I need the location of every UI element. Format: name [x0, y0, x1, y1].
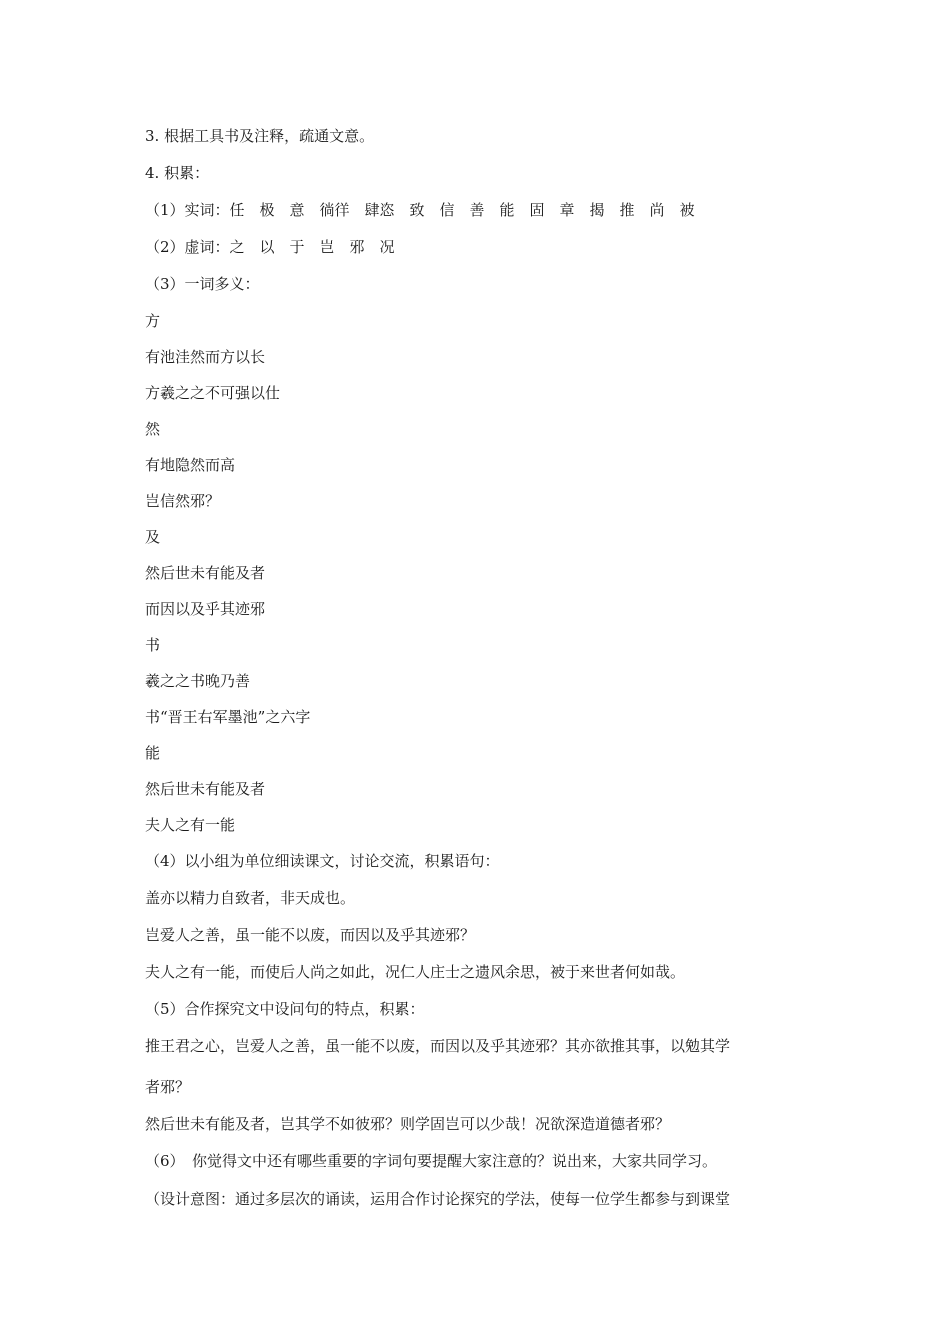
sentence-line: 岂爱人之善，虽一能不以废，而因以及乎其迹邪？	[145, 926, 476, 944]
polysemy-example: 然后世未有能及者	[145, 564, 266, 582]
step-3-line: 3. 根据工具书及注释，疏通文意。	[145, 127, 375, 145]
rhetorical-question-line: 推王君之心，岂爱人之善，虽一能不以废，而因以及乎其迹邪？其亦欲推其事，以勉其学	[145, 1037, 731, 1055]
design-intent-line: （设计意图：通过多层次的诵读，运用合作讨论探究的学法，使每一位学生都参与到课堂	[145, 1190, 731, 1208]
polysemy-word-fang: 方	[145, 312, 161, 330]
polysemy-example: 有地隐然而高	[145, 456, 236, 474]
step-6-line: （6） 你觉得文中还有哪些重要的字词句要提醒大家注意的？说出来，大家共同学习。	[145, 1152, 718, 1170]
polysemy-example: 羲之之书晚乃善	[145, 672, 251, 690]
polysemy-example: 有池洼然而方以长	[145, 348, 266, 366]
function-words-line: （2）虚词：之 以 于 岂 邪 况	[145, 238, 395, 256]
polysemy-word-ji: 及	[145, 528, 161, 546]
polysemy-word-neng: 能	[145, 744, 161, 762]
polysemy-example: 书“晋王右军墨池”之六字	[145, 708, 311, 726]
polysemy-example: 岂信然邪？	[145, 492, 221, 510]
polysemy-word-ran: 然	[145, 420, 161, 438]
polysemy-word-shu: 书	[145, 636, 161, 654]
rhetorical-question-line-cont: 者邪？	[145, 1078, 191, 1096]
polysemy-heading: （3）一词多义：	[145, 275, 260, 293]
rhetorical-question-heading: （5）合作探究文中设问句的特点，积累：	[145, 1000, 425, 1018]
sentence-line: 盖亦以精力自致者，非天成也。	[145, 889, 356, 907]
polysemy-example: 夫人之有一能	[145, 816, 236, 834]
polysemy-example: 方羲之之不可强以仕	[145, 384, 281, 402]
rhetorical-question-line: 然后世未有能及者，岂其学不如彼邪？则学固岂可以少哉！况欲深造道德者邪？	[145, 1115, 671, 1133]
notional-words-line: （1）实词：任 极 意 徜徉 肆恣 致 信 善 能 固 章 揭 推 尚 被	[145, 201, 695, 219]
sentence-line: 夫人之有一能，而使后人尚之如此，况仁人庄士之遗风余思，被于来世者何如哉。	[145, 963, 686, 981]
polysemy-example: 然后世未有能及者	[145, 780, 266, 798]
sentences-heading: （4）以小组为单位细读课文，讨论交流，积累语句：	[145, 852, 500, 870]
polysemy-example: 而因以及乎其迹邪	[145, 600, 266, 618]
step-4-heading: 4. 积累：	[145, 164, 210, 182]
